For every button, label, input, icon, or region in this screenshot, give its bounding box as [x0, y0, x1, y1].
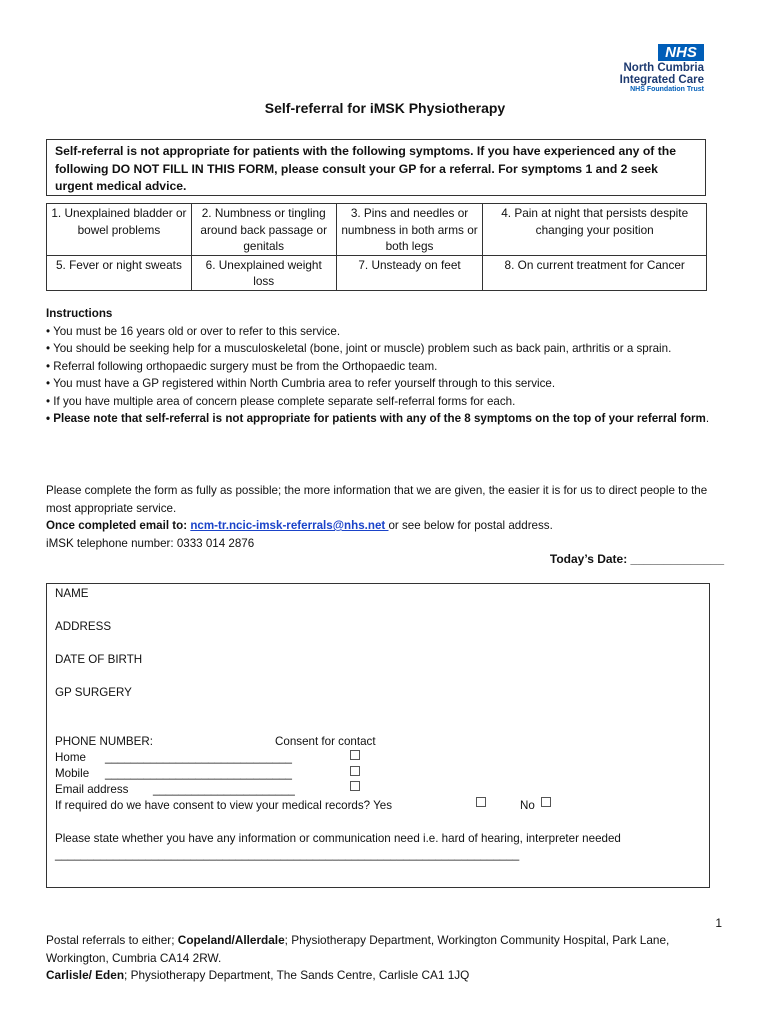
page-number: 1	[715, 916, 722, 930]
communication-needs-field[interactable]: ________________________________________________________________________	[55, 848, 520, 861]
postal-addresses	[46, 932, 726, 985]
logo-trust: NHS Foundation Trust	[630, 86, 704, 93]
symptoms-table	[46, 203, 707, 291]
instructions	[46, 305, 726, 428]
mobile-phone-field[interactable]: _____________________________	[105, 767, 292, 780]
instruction-item: • You must have a GP registered within North Cumbria area to refer yourself through to this service.	[46, 377, 556, 390]
email-line	[46, 517, 726, 535]
symptom-cell: 2. Numbness or tingling around back passage or genitals	[191, 204, 336, 256]
records-no-label: No	[520, 799, 535, 812]
instruction-item: • Referral following orthopaedic surgery must be from the Orthopaedic team.	[46, 359, 438, 373]
page-title: Self-referral for iMSK Physiotherapy	[264, 100, 506, 116]
instruction-note-end: .	[705, 412, 710, 425]
name-label: NAME	[55, 587, 89, 600]
instruction-item: • You should be seeking help for a musculoskeletal (bone, joint or muscle) problem such as back pain, arthritis or a sprain.	[46, 342, 672, 355]
mobile-consent-checkbox[interactable]	[350, 766, 360, 776]
location-copeland: Copeland/Allerdale	[177, 933, 285, 947]
email-address-field[interactable]: ______________________	[153, 783, 295, 796]
home-label: Home	[55, 751, 86, 764]
email-label: Once completed email to:	[46, 519, 191, 532]
instruction-item: • If you have multiple area of concern please complete separate self-referral forms for each.	[46, 394, 516, 408]
mobile-label: Mobile	[55, 767, 90, 780]
email-after: or see below for postal address.	[388, 519, 553, 532]
gp-surgery-label: GP SURGERY	[55, 686, 132, 699]
email-consent-checkbox[interactable]	[350, 781, 360, 791]
phone-line: iMSK telephone number: 0333 014 2876	[46, 536, 255, 550]
nhs-badge: NHS	[658, 44, 704, 61]
phone-label: PHONE NUMBER:	[55, 735, 153, 748]
postal-prefix: Postal referrals to either;	[46, 933, 178, 947]
home-consent-checkbox[interactable]	[350, 750, 360, 760]
location-carlisle-address: ; Physiotherapy Department, The Sands Centre, Carlisle CA1 1JQ	[124, 968, 470, 982]
logo-line-1: North Cumbria	[623, 62, 704, 74]
completion-info	[46, 482, 726, 552]
email-address-label: Email address	[55, 783, 129, 796]
todays-date[interactable]: Today’s Date: ______________	[549, 552, 724, 566]
dob-label: DATE OF BIRTH	[55, 653, 143, 666]
symptom-cell: 4. Pain at night that persists despite changing your position	[483, 204, 707, 256]
instruction-item: • You must be 16 years old or over to refer to this service.	[46, 324, 341, 338]
records-consent-question: If required do we have consent to view your medical records? Yes	[55, 799, 393, 812]
email-link[interactable]: ncm-tr.ncic-imsk-referrals@nhs.net	[190, 519, 389, 532]
records-no-checkbox[interactable]	[541, 797, 551, 807]
warning-box: Self-referral is not appropriate for patients with the following symptoms. If you have experienced any of the following DO NOT FILL IN THIS FORM, please consult your GP for a referral. For symptoms 1 and 2 seek urgent medical advice.	[46, 139, 706, 196]
location-copeland-address: ; Physiotherapy Department, Workington Community Hospital, Park Lane, Workington, Cumbria CA14 2RW.	[46, 933, 670, 965]
symptom-cell: 1. Unexplained bladder or bowel problems	[47, 204, 192, 256]
symptom-cell: 8. On current treatment for Cancer	[483, 255, 707, 290]
logo-line-2: Integrated Care	[619, 74, 704, 86]
address-label: ADDRESS	[55, 620, 112, 633]
symptom-cell: 6. Unexplained weight loss	[191, 255, 336, 290]
home-phone-field[interactable]: _____________________________	[105, 751, 292, 764]
records-yes-checkbox[interactable]	[476, 797, 486, 807]
location-carlisle: Carlisle/ Eden	[46, 968, 125, 982]
instruction-note	[46, 410, 726, 428]
completion-text: Please complete the form as fully as possible; the more information that we are given, the easier it is for us to direct people to the most appropriate service.	[46, 484, 708, 515]
symptom-cell: 3. Pins and needles or numbness in both arms or both legs	[336, 204, 483, 256]
symptom-cell: 5. Fever or night sweats	[47, 255, 192, 290]
instructions-heading: Instructions	[46, 307, 113, 320]
instruction-note-bold: • Please note that self-referral is not appropriate for patients with any of the 8 symptoms on the top of your referral form	[46, 412, 706, 425]
table-row	[47, 255, 707, 290]
consent-contact-label: Consent for contact	[275, 735, 376, 748]
referral-form	[46, 583, 710, 888]
symptom-cell: 7. Unsteady on feet	[336, 255, 483, 290]
communication-needs-label: Please state whether you have any information or communication need i.e. hard of hearing, interpreter needed	[55, 832, 621, 845]
table-row	[47, 204, 707, 256]
